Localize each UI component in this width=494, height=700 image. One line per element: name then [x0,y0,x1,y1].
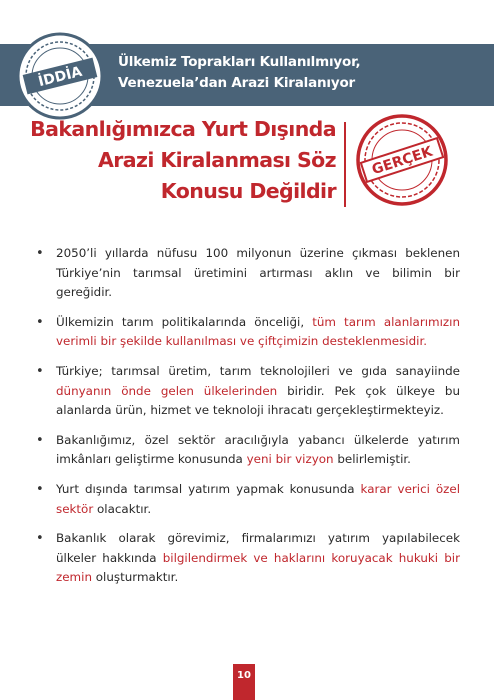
bullet-text: Bakanlığımız, özel sektör aracılığıyla yabancı ülkelerde yatırım imkânları geliştirme konusunda [56,432,460,467]
bullet-dot: • [36,432,44,448]
bullet-dot: • [36,481,44,497]
bullet-text: Yurt dışında tarımsal yatırım yapmak konusunda [56,481,361,496]
page-number: 10 [233,664,255,700]
bullet-text-end: belirlemiştir. [333,452,411,467]
bullet-dot: • [36,363,44,379]
title-line-3: Konusu Değildir [160,179,336,203]
list-item [36,244,460,303]
claim-line-1: Ülkemiz Toprakları Kullanılmıyor, [118,54,361,70]
list-item [36,480,460,519]
bullet-highlight: yeni bir vizyon [246,452,334,467]
list-item [36,431,460,470]
claim-text [118,52,478,94]
bullet-highlight: bilgilendirmek ve haklarını koruyacak hukuki bir zemin [56,550,460,585]
page-title [30,114,336,207]
bullet-list [36,244,460,598]
list-item [36,529,460,588]
bullet-text-end: oluşturmaktır. [91,570,179,585]
claim-stamp-icon [14,30,106,122]
claim-stamp-label: İDDİA [36,63,84,91]
fact-stamp-icon [354,112,450,208]
bullet-dot: • [36,531,44,547]
title-line-1: Bakanlığımızca Yurt Dışında [30,117,336,141]
claim-line-2: Venezuela’dan Arazi Kiralanıyor [118,75,355,91]
title-line-2: Arazi Kiralanması Söz [98,148,336,172]
bullet-text: Bakanlık olarak görevimiz, firmalarımızı yatırım yapılabilecek ülkeler hakkında [56,531,460,565]
title-divider [344,122,346,207]
bullet-dot: • [36,314,44,330]
bullet-highlight: dünyanın önde gelen ülkelerinden [56,383,278,398]
list-item [36,362,460,421]
bullet-text-end: olacaktır. [93,501,152,516]
bullet-text: 2050’li yıllarda nüfusu 100 milyonun üzerine çıkması beklenen Türkiye’nin tarımsal üretimini artırması aklın ve bilimin bir gereğidir. [56,246,460,300]
bullet-highlight: karar verici özel sektör [56,481,461,516]
bullet-dot: • [36,246,44,261]
bullet-text-end: biridir. Pek çok ülkeye bu alanlarda ürün, hizmet ve teknoloji ihracatı gerçekleştirmekteyiz. [56,383,460,418]
list-item [36,313,460,352]
bullet-highlight: tüm tarım alanlarımızın verimli bir şekilde kullanılması ve çiftçimizin desteklenmesidir. [56,314,460,349]
bullet-text: Türkiye; tarımsal üretim, tarım teknolojileri ve gıda sanayiinde [56,363,460,378]
bullet-text: Ülkemizin tarım politikalarında önceliği, [56,314,313,329]
fact-stamp-label: GERÇEK [370,143,435,179]
